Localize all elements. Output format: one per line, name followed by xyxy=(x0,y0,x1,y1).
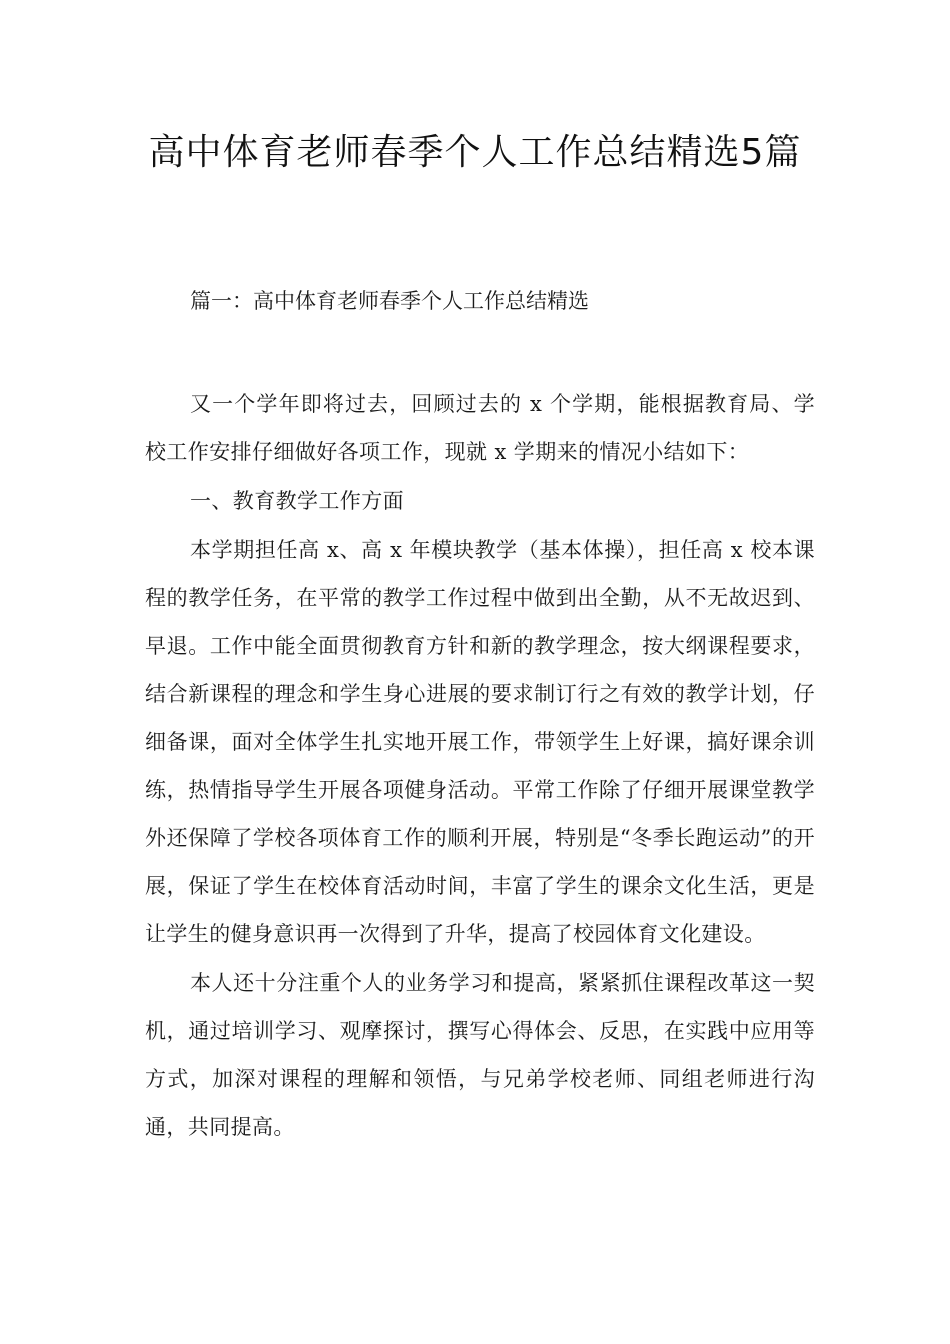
paragraph-intro: 又一个学年即将过去，回顾过去的 x 个学期，能根据教育局、学校工作安排仔细做好各项工作，现就 x 学期来的情况小结如下： xyxy=(145,392,815,464)
paragraph-teaching: 本学期担任高 x、高 x 年模块教学（基本体操），担任高 x 校本课程的教学任务，在平常的教学工作过程中做到出全勤，从不无故迟到、早退。工作中能全面贯彻教育方针和新的教学理念，按大纲课程要求，结合新课程的理念和学生身心进展的要求制订行之有效的教学计划，仔细备课，面对全体学生扎实地开展工作，带领学生上好课，搞好课余训练，热情指导学生开展各项健身活动。平常工作除了仔细开展课堂教学外还保障了学校各项体育工作的顺利开展，特别是“冬季长跑运动”的开展，保证了学生在校体育活动时间，丰富了学生的课余文化生活，更是让学生的健身意识再一次得到了升华，提高了校园体育文化建设。 xyxy=(145,538,815,946)
subsection-heading: 一、教育教学工作方面 xyxy=(190,489,404,513)
section-heading: 篇一：高中体育老师春季个人工作总结精选 xyxy=(190,289,589,313)
document-body xyxy=(145,380,815,1151)
paragraph-study: 本人还十分注重个人的业务学习和提高，紧紧抓住课程改革这一契机，通过培训学习、观摩探讨，撰写心得体会、反思，在实践中应用等方式，加深对课程的理解和领悟，与兄弟学校老师、同组老师进行沟通，共同提高。 xyxy=(145,971,815,1139)
document-title: 高中体育老师春季个人工作总结精选5篇 xyxy=(148,132,802,173)
